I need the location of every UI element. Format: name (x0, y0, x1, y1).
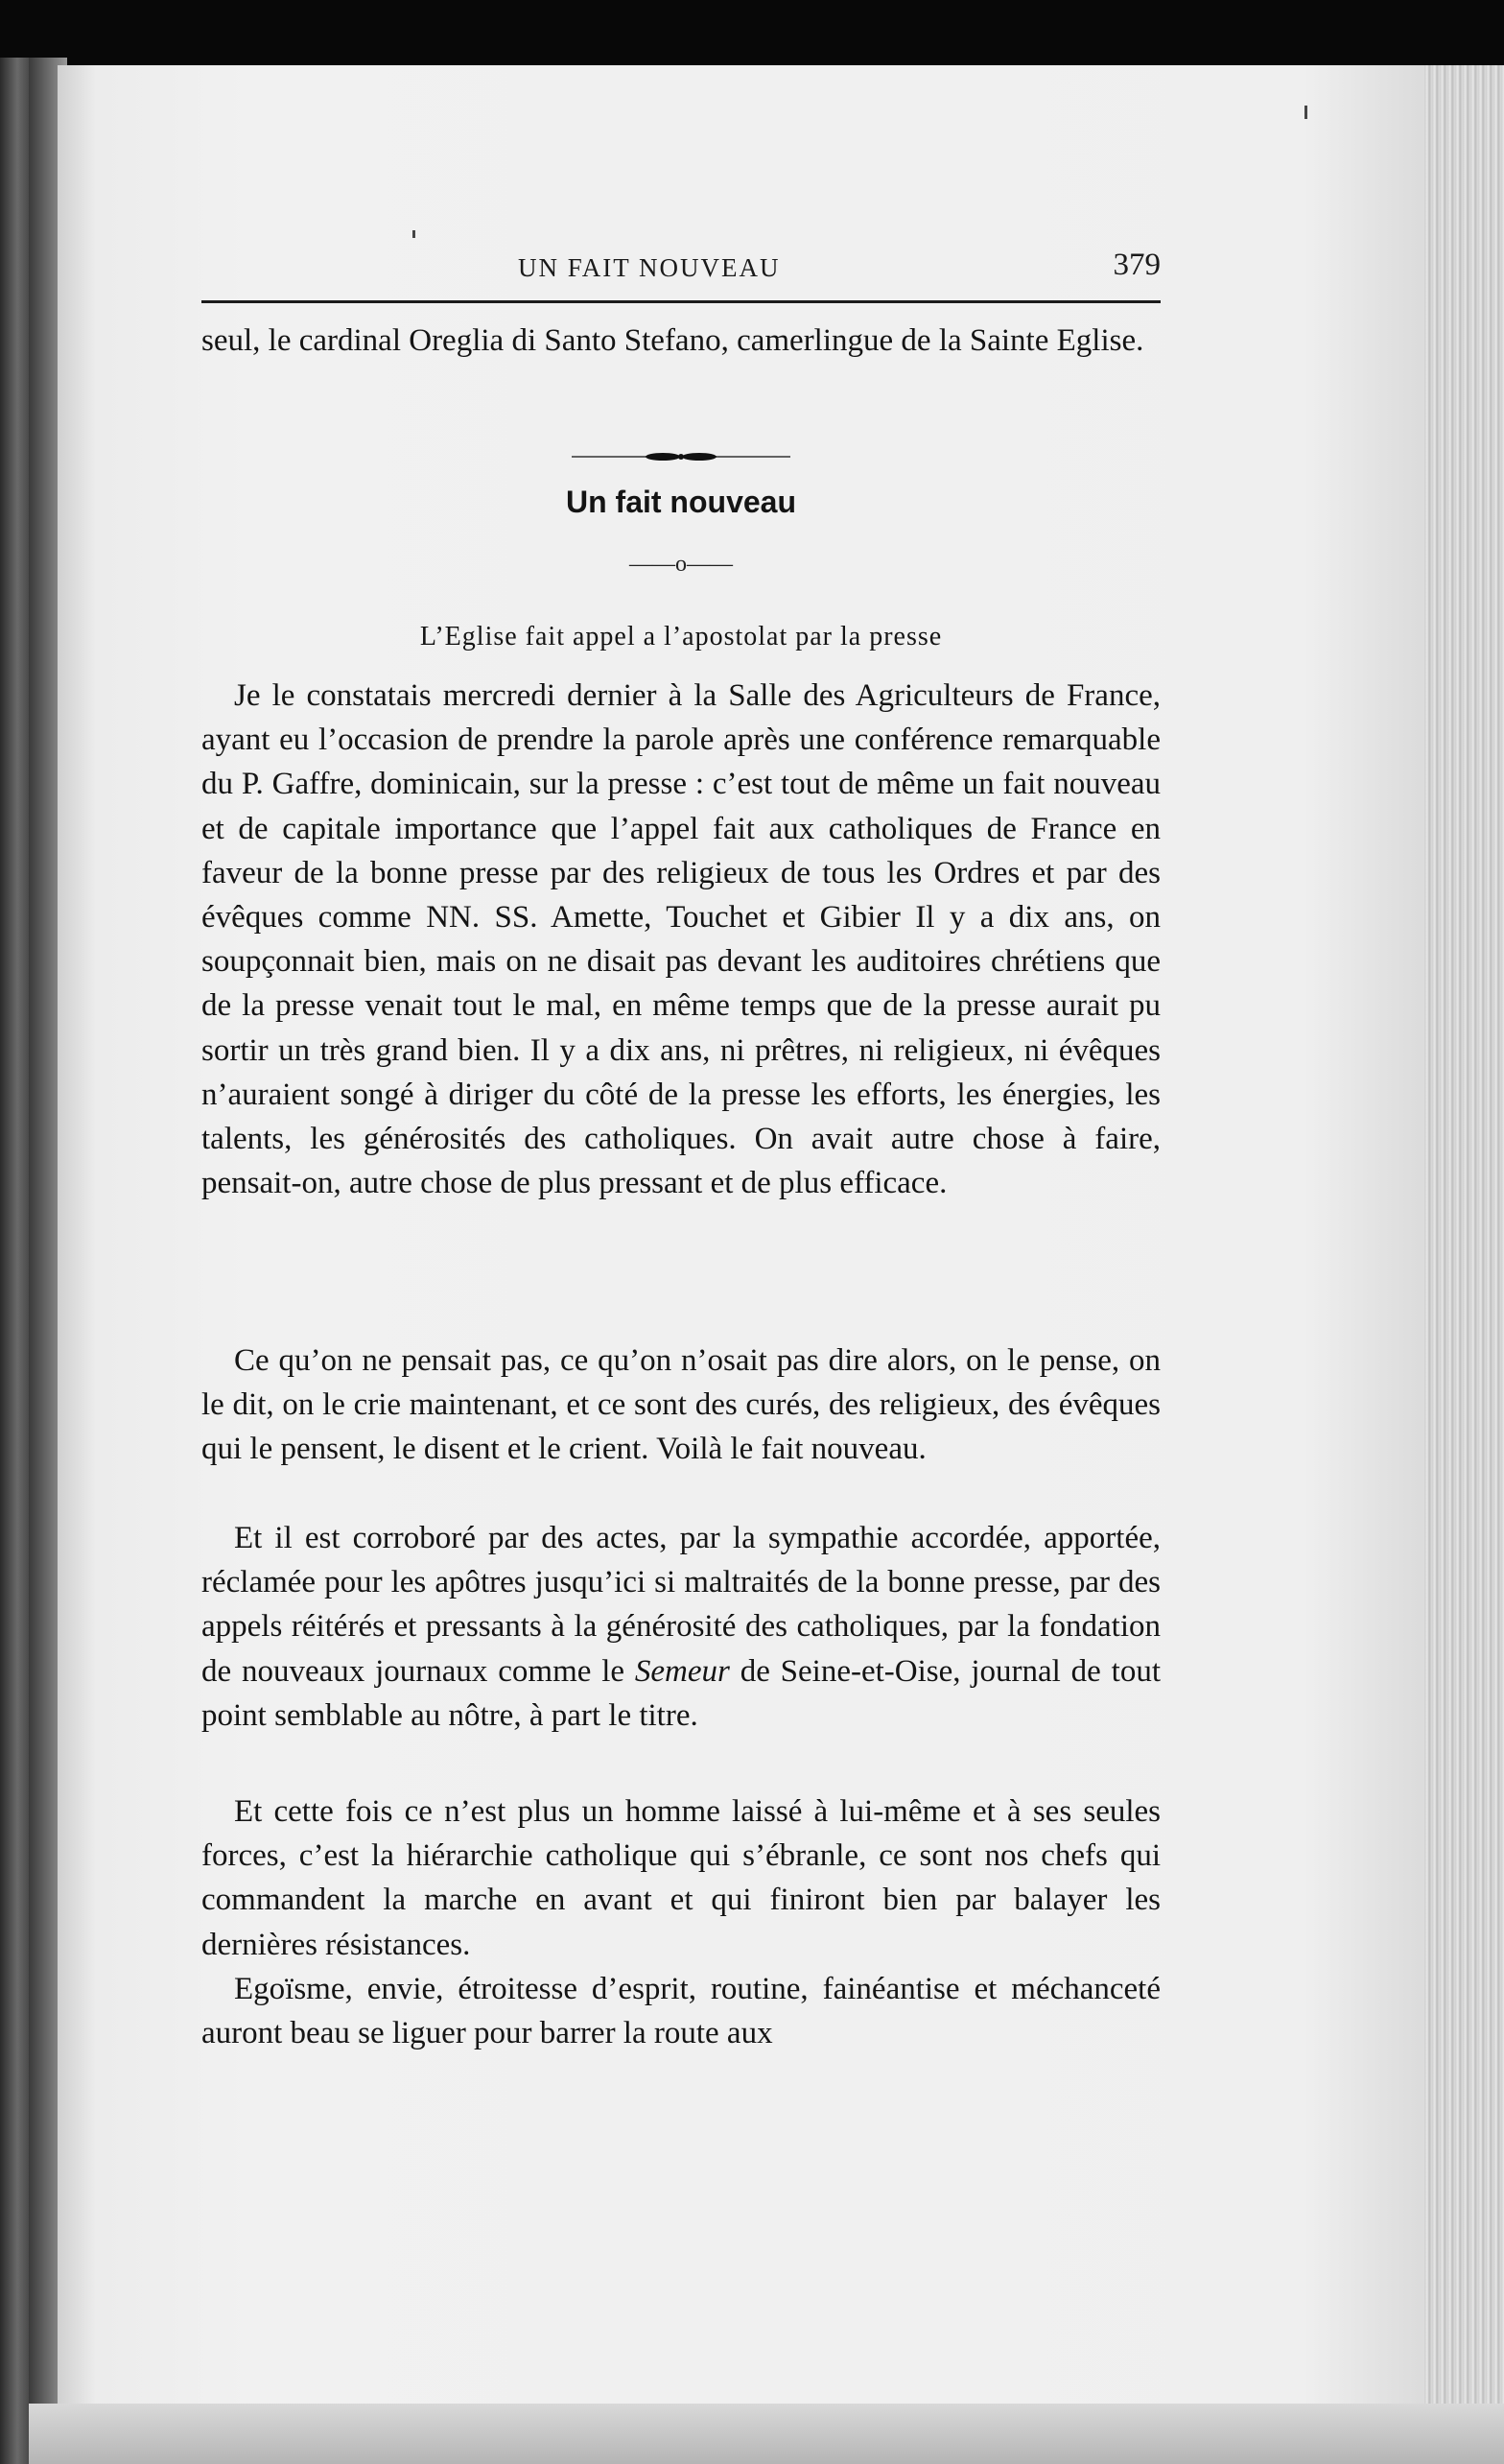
page-number: 379 (1113, 248, 1161, 282)
header-rule (201, 300, 1161, 303)
continued-paragraph: seul, le cardinal Oreglia di Santo Stefano, camerlingue de la Sainte Eglise. (201, 323, 1144, 358)
journal-name-semeur: Semeur (634, 1653, 730, 1689)
page-stack-edge (1424, 65, 1504, 2464)
paragraph-1: Je le constatais mercredi dernier à la Salle des Agriculteurs de France, ayant eu l’occasion de prendre la parole après une conférence remarquable du P. Gaffre, dominicain, sur la presse : c’est tout de même un fait nouveau et de capitale importance que l’appel fait aux catholiques de France en faveur de la bonne presse par des religieux de tous les Ordres et par des évêques comme NN. SS. Amette, Touchet et Gibier Il y a dix ans, on soupçonnait bien, mais on ne disait pas devant les auditoires chrétiens que de la presse venait tout le mal, en même temps que de la presse aurait pu sortir un très grand bien. Il y a dix ans, ni prêtres, ni religieux, ni évêques n’auraient songé à diriger du côté de la presse les efforts, les énergies, les talents, les générosités des catholiques. On avait autre chose à faire, pensait-on, autre chose de plus pressant et de plus efficace. (201, 678, 1161, 1201)
article-title: Un fait nouveau (565, 485, 796, 519)
running-head-title: UN FAIT NOUVEAU (518, 253, 781, 282)
article-subtitle: L’Eglise fait appel a l’apostolat par la presse (419, 622, 943, 652)
title-separator: ——o—— (629, 552, 733, 577)
paragraph-3-text: Et il est corroboré par des actes, par la sympathie accordée, apportée, réclamée pour les apôtres jusqu’ici si maltraités de la bonne presse, par des appels réitérés et pressants à la générosité des catholiques, par la fondation de nouveaux journaux comme le (201, 1521, 1161, 1689)
scan-bottom-border (29, 2404, 1504, 2464)
paragraph-4: Et cette fois ce n’est plus un homme laissé à lui-même et à ses seules forces, c’est la hiérarchie catholique qui s’ébranle, ce sont nos chefs qui commandent la marche en avant et qui finiront bien par balayer les dernières résistances. (201, 1794, 1161, 1962)
paragraph-5: Egoïsme, envie, étroitesse d’esprit, routine, fainéantise et méchanceté auront beau se liguer pour barrer la route aux (201, 1972, 1161, 2051)
paragraph-3 (201, 1516, 1161, 1738)
scan-artifact (412, 230, 415, 238)
paragraph-3-text-end: de Seine-et-Oise, journal de tout point semblable au nôtre, à part le titre. (201, 1653, 1161, 1733)
scan-artifact (1304, 106, 1307, 119)
scan-top-border (0, 0, 1504, 67)
paragraph-2: Ce qu’on ne pensait pas, ce qu’on n’osait pas dire alors, on le pense, on le dit, on le crie maintenant, et ce sont des curés, des religieux, des évêques qui le pensent, le disent et le crient. Voilà le fait nouveau. (201, 1343, 1161, 1467)
running-head (201, 248, 1161, 290)
ornament-divider (572, 451, 790, 462)
facing-page-edge (0, 58, 29, 2464)
